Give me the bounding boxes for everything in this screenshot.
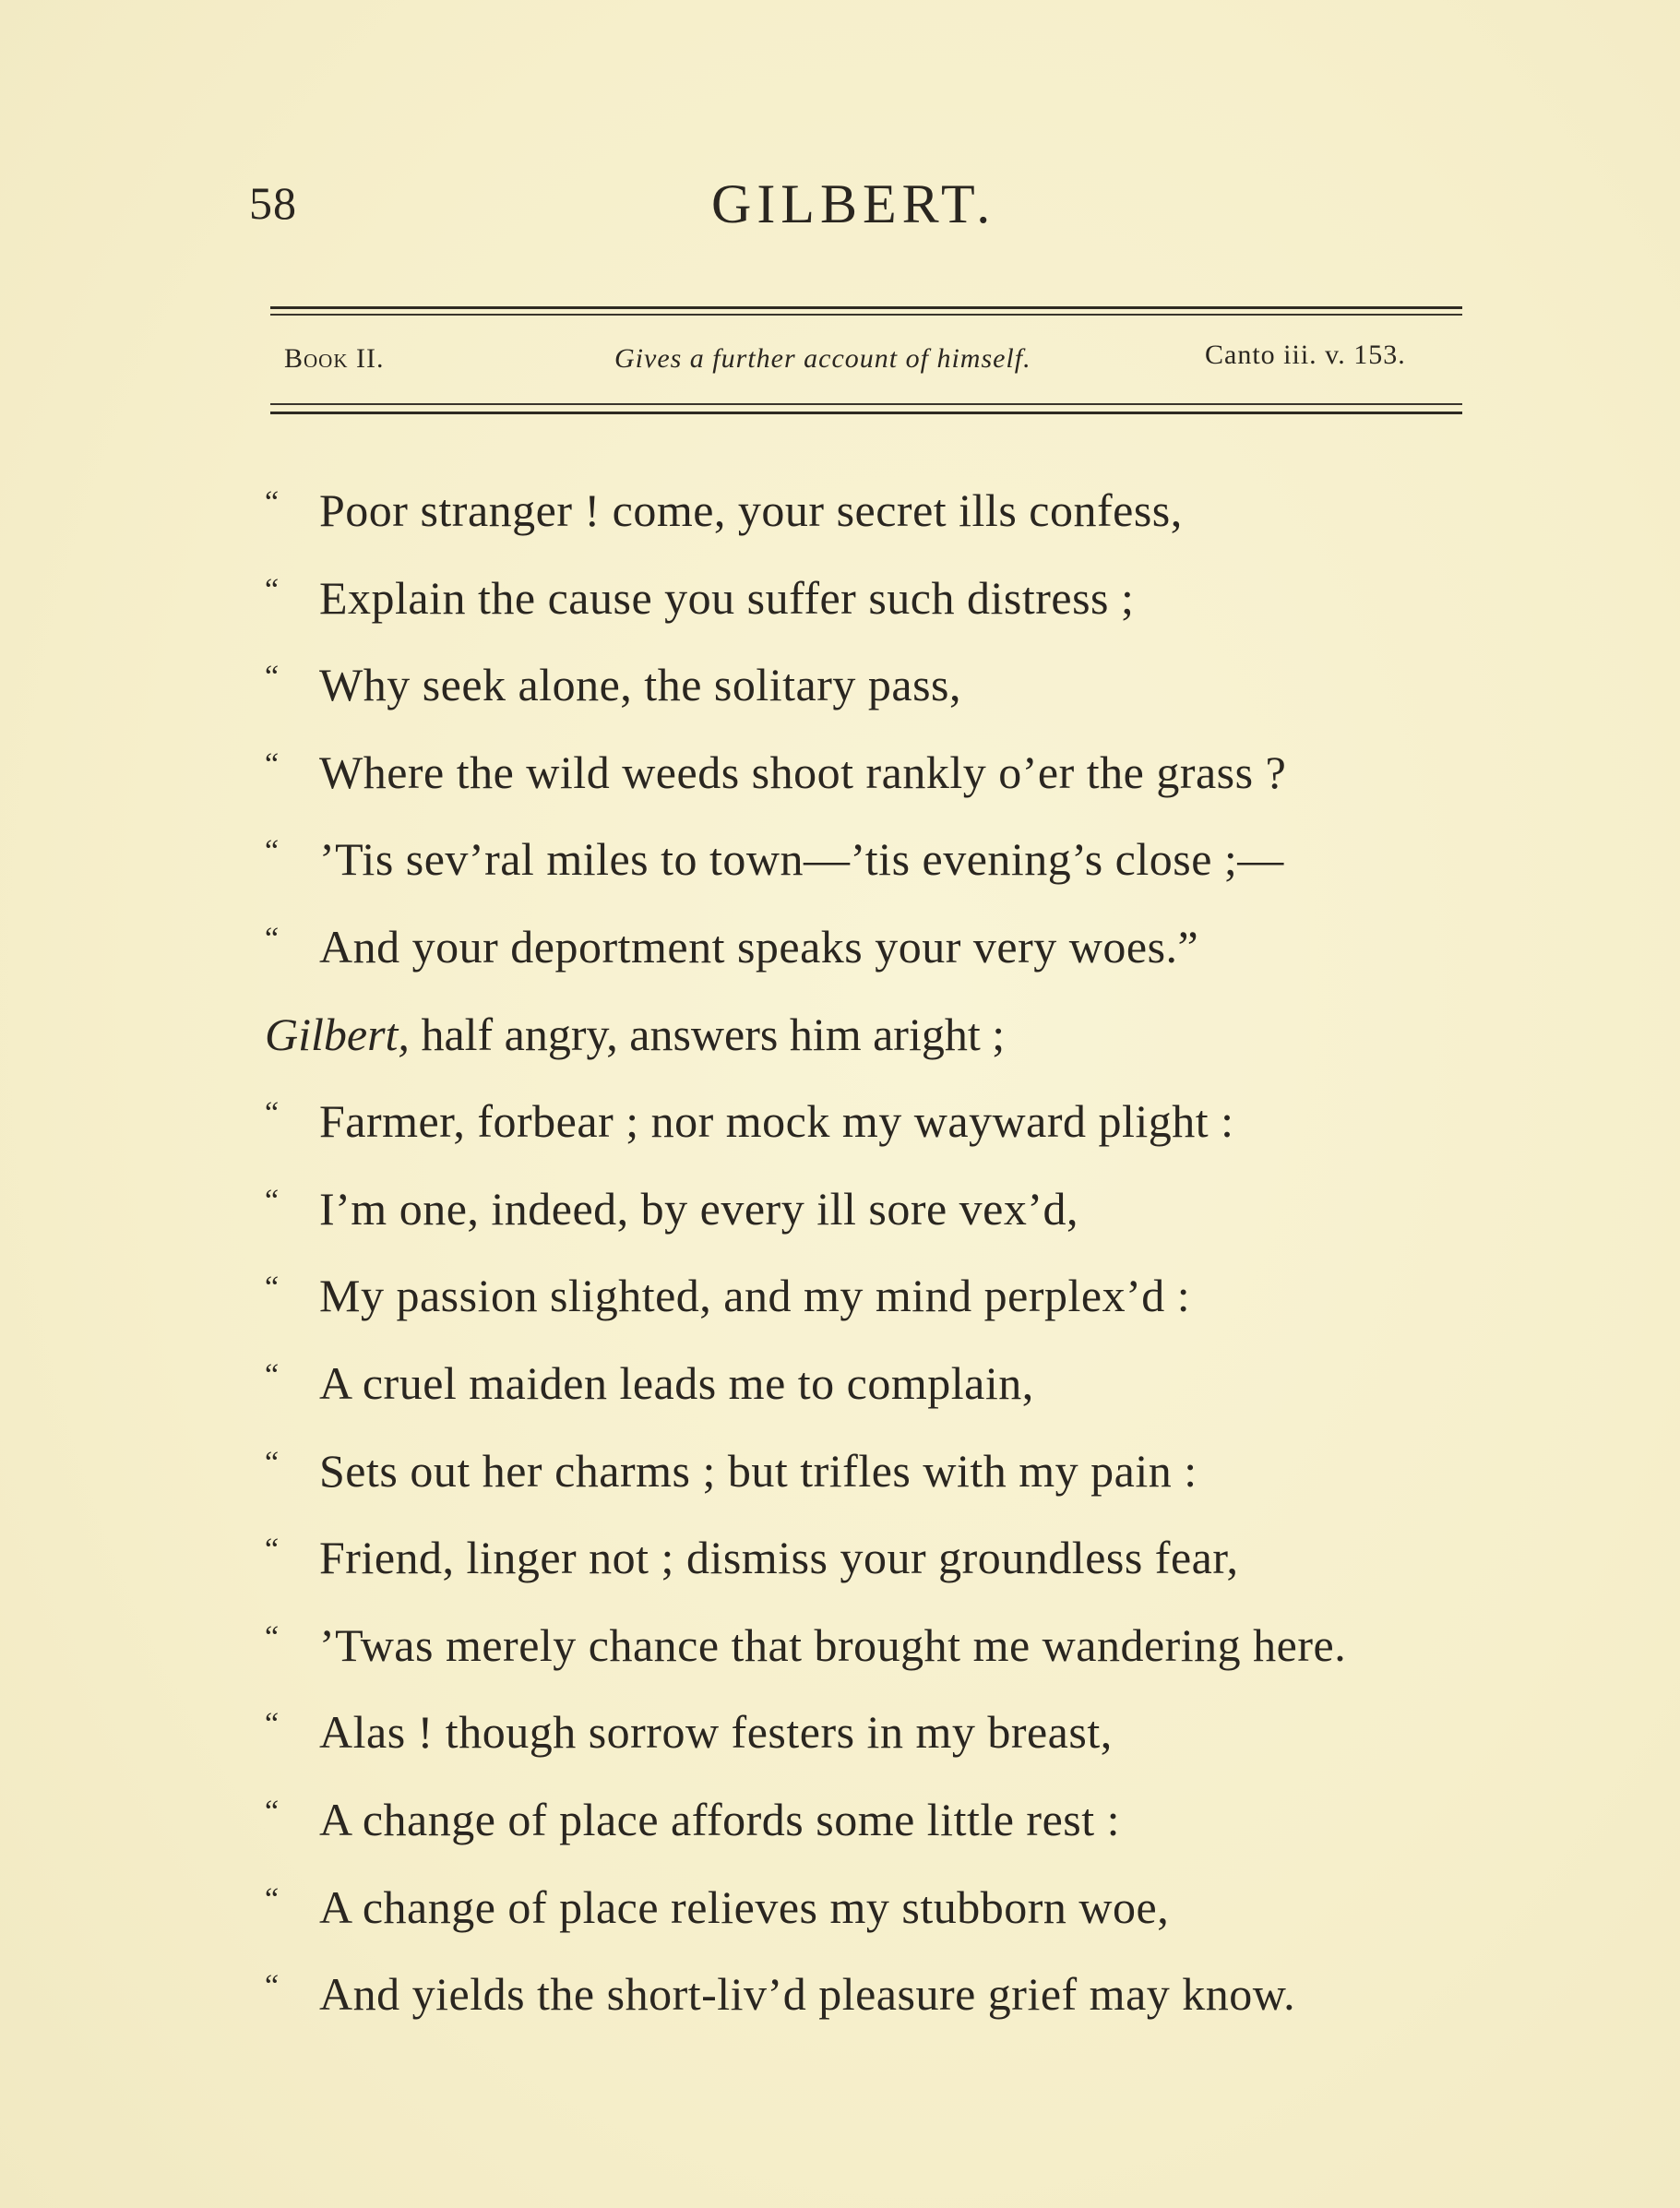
verse-line — [0, 737, 1680, 807]
verse-line — [0, 650, 1680, 720]
speaker-name: Gilbert, — [265, 1008, 410, 1060]
verse-line-text: ’Tis sev’ral miles to town—’tis evening’s close ;— — [319, 833, 1284, 886]
verse-line-text: My passion slighted, and my mind perplex’d : — [319, 1270, 1191, 1322]
open-quote-mark: “ — [265, 1533, 280, 1568]
verse-line-text: A change of place affords some little rest : — [319, 1794, 1121, 1845]
open-quote-mark: “ — [265, 1881, 280, 1916]
canto-header — [284, 338, 1456, 384]
open-quote-mark: “ — [265, 1619, 280, 1654]
verse-line-text: Alas ! though sorrow festers in my breast, — [319, 1706, 1113, 1759]
top-rule — [270, 306, 1462, 309]
verse-line-text: Friend, linger not ; dismiss your groundless fear, — [319, 1532, 1239, 1584]
verse-line-text: A change of place relieves my stubborn woe, — [319, 1880, 1170, 1933]
open-quote-mark: “ — [265, 922, 280, 956]
open-quote-mark: “ — [265, 1707, 280, 1742]
open-quote-mark: “ — [265, 1795, 280, 1829]
running-title: GILBERT. — [711, 173, 996, 234]
open-quote-mark: “ — [265, 1358, 280, 1392]
verse-line — [0, 1959, 1680, 2029]
bottom-rule — [270, 412, 1462, 414]
verse-line — [0, 824, 1680, 894]
verse-line-text: Sets out her charms ; but trifles with my pain : — [319, 1444, 1197, 1497]
bottom-rule-inner — [270, 403, 1462, 405]
argument-label: Gives a further account of himself. — [614, 343, 1031, 374]
page-number: 58 — [249, 177, 297, 229]
open-quote-mark: “ — [265, 1271, 280, 1306]
open-quote-mark: “ — [265, 572, 280, 607]
verse-line — [0, 1522, 1680, 1593]
verse-line — [0, 1784, 1680, 1855]
verse-line — [0, 1260, 1680, 1331]
top-rule-inner — [270, 314, 1462, 316]
open-quote-mark: “ — [265, 1096, 280, 1131]
verse-line-text: Explain the cause you suffer such distress ; — [319, 571, 1135, 624]
verse-line — [0, 1872, 1680, 1942]
verse-line — [0, 1174, 1680, 1244]
verse-line-text: Why seek alone, the solitary pass, — [319, 659, 961, 711]
speaker-line-text: half angry, answers him aright ; — [409, 1008, 1006, 1060]
open-quote-mark: “ — [265, 1445, 280, 1480]
verse-line — [0, 1697, 1680, 1767]
verse-line — [0, 1348, 1680, 1418]
verse-line — [0, 563, 1680, 633]
open-quote-mark: “ — [265, 660, 280, 695]
verse-line-text: And your deportment speaks your very woes.” — [319, 921, 1199, 973]
verse-line — [0, 1436, 1680, 1506]
verse-line-text: Where the wild weeds shoot rankly o’er the grass ? — [319, 746, 1287, 798]
verse-line-text: Poor stranger ! come, your secret ills confess, — [319, 484, 1183, 536]
verse-line — [0, 475, 1680, 545]
verse-line — [0, 1086, 1680, 1156]
verse-line-text: ’Twas merely chance that brought me wandering here. — [319, 1618, 1347, 1671]
open-quote-mark: “ — [265, 746, 280, 782]
canto-verse-label: Canto iii. v. 153. — [1205, 340, 1406, 370]
open-quote-mark: “ — [265, 1183, 280, 1218]
verse-line — [0, 1610, 1680, 1680]
verse-line-text: Farmer, forbear ; nor mock my wayward plight : — [319, 1095, 1234, 1148]
open-quote-mark: “ — [265, 485, 280, 519]
verse-line-text: A cruel maiden leads me to complain, — [319, 1357, 1034, 1409]
verse-line — [0, 912, 1680, 982]
verse-line-text: I’m one, indeed, by every ill sore vex’d, — [319, 1182, 1079, 1235]
open-quote-mark: “ — [265, 1969, 280, 2004]
verse-line-text: And yields the short-liv’d pleasure grief may know. — [319, 1968, 1296, 2021]
open-quote-mark: “ — [265, 834, 280, 869]
book-label: Book II. — [284, 343, 385, 374]
speaker-line — [265, 999, 1005, 1069]
